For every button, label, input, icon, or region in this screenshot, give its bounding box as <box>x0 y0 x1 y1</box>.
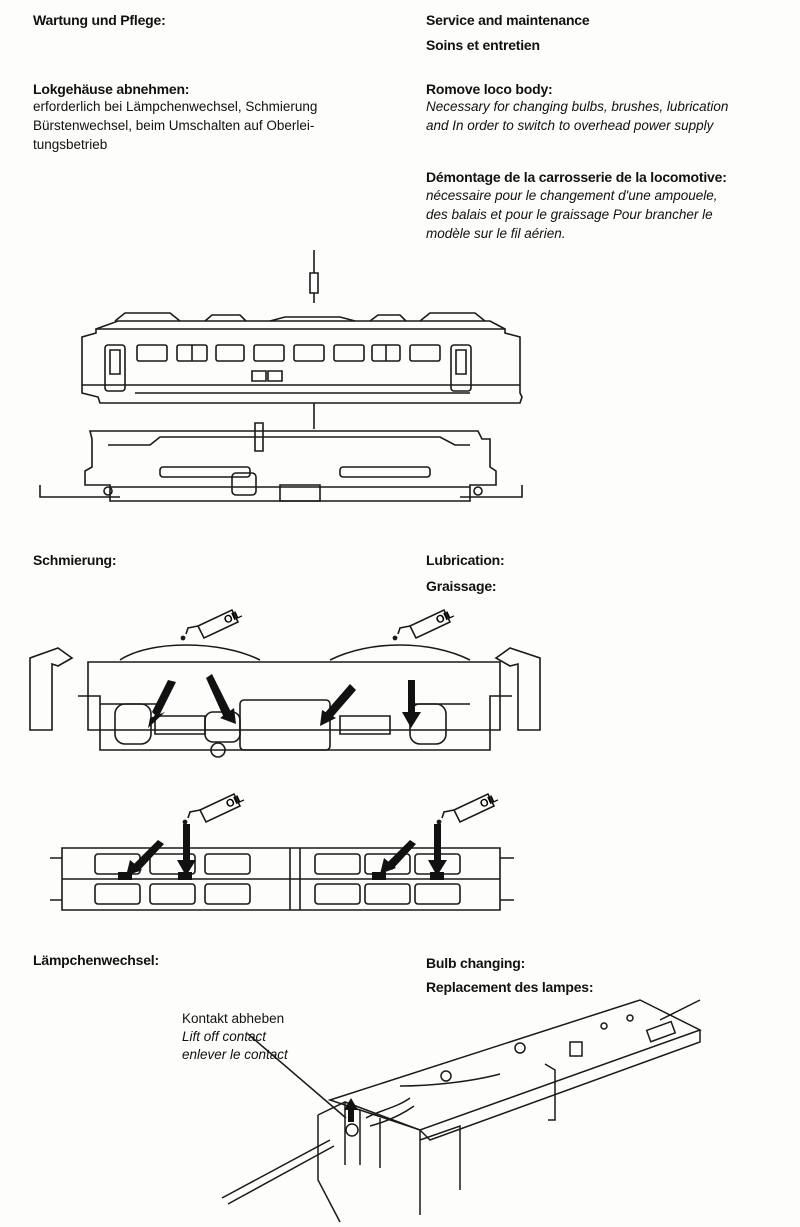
pantograph-insulator <box>310 273 318 293</box>
oil-label-right: OIL <box>434 608 456 627</box>
cab-window-left <box>110 350 120 374</box>
screwdriver-upper <box>222 1140 330 1198</box>
lube-arrows <box>148 674 421 728</box>
direction-arrow-left <box>30 648 72 730</box>
bulb-changing-figure <box>0 990 800 1227</box>
remove-body-line: and In order to switch to overhead power supply <box>426 118 714 133</box>
circuit-board <box>330 1000 700 1140</box>
side-windows <box>137 345 440 361</box>
remove-body-line: Necessary for changing bulbs, brushes, lubrication <box>426 99 729 114</box>
lubrication-heading-fr: Graissage: <box>426 578 497 594</box>
bulb-heading-fr: Replacement des lampes: <box>426 979 594 995</box>
remove-body-text-en <box>426 97 786 135</box>
body-removal-figure <box>0 245 800 535</box>
title-de: Wartung und Pflege: <box>33 12 166 28</box>
lubrication-bogie-figure <box>0 780 800 930</box>
direction-arrow-right <box>496 648 540 730</box>
remove-body-line: Bürstenwechsel, beim Umschalten auf Oberlei- <box>33 118 315 133</box>
bogie-lube-arrows <box>118 824 447 880</box>
callout-fr: enlever le contact <box>182 1047 288 1062</box>
cab-door-right <box>451 345 471 391</box>
remove-body-line: tungsbetrieb <box>33 137 108 152</box>
bulb-heading-en: Bulb changing: <box>426 955 526 971</box>
oil-label-lower-right: OIL <box>478 792 500 811</box>
remove-body-heading-de: Lokgehäuse abnehmen: <box>33 81 190 97</box>
remove-body-line: nécessaire pour le changement d'une ampouele, <box>426 188 718 203</box>
grille-right <box>268 371 282 381</box>
remove-body-line: erforderlich bei Lämpchenwechsel, Schmierung <box>33 99 318 114</box>
callout-de: Kontakt abheben <box>182 1011 285 1026</box>
bulb-heading-de: Lämpchenwechsel: <box>33 952 159 968</box>
title-fr: Soins et entretien <box>426 37 540 53</box>
remove-body-heading-fr: Démontage de la carrosserie de la locomotive: <box>426 169 727 185</box>
lube-chassis-frame <box>78 645 512 757</box>
remove-body-text-fr <box>426 186 781 243</box>
oil-label-left: OIL <box>222 608 244 627</box>
lubrication-chassis-figure <box>0 600 800 780</box>
callout-leader-line <box>248 1034 346 1118</box>
lubrication-heading-de: Schmierung: <box>33 552 117 568</box>
lubrication-heading-en: Lubrication: <box>426 552 505 568</box>
buffer-right <box>474 487 482 495</box>
remove-body-line: modèle sur le fil aérien. <box>426 226 566 241</box>
cab-door-left <box>105 345 125 391</box>
grille-left <box>252 371 266 381</box>
oil-label-lower-left: OIL <box>224 792 246 811</box>
title-en: Service and maintenance <box>426 12 590 28</box>
callout-en: Lift off contact <box>182 1029 267 1044</box>
remove-body-heading-en: Romove loco body: <box>426 81 553 97</box>
cab-window-right <box>456 350 466 374</box>
remove-body-line: des balais et pour le graissage Pour brancher le <box>426 207 713 222</box>
lift-arrow <box>344 1098 358 1122</box>
remove-body-text-de <box>33 97 373 154</box>
